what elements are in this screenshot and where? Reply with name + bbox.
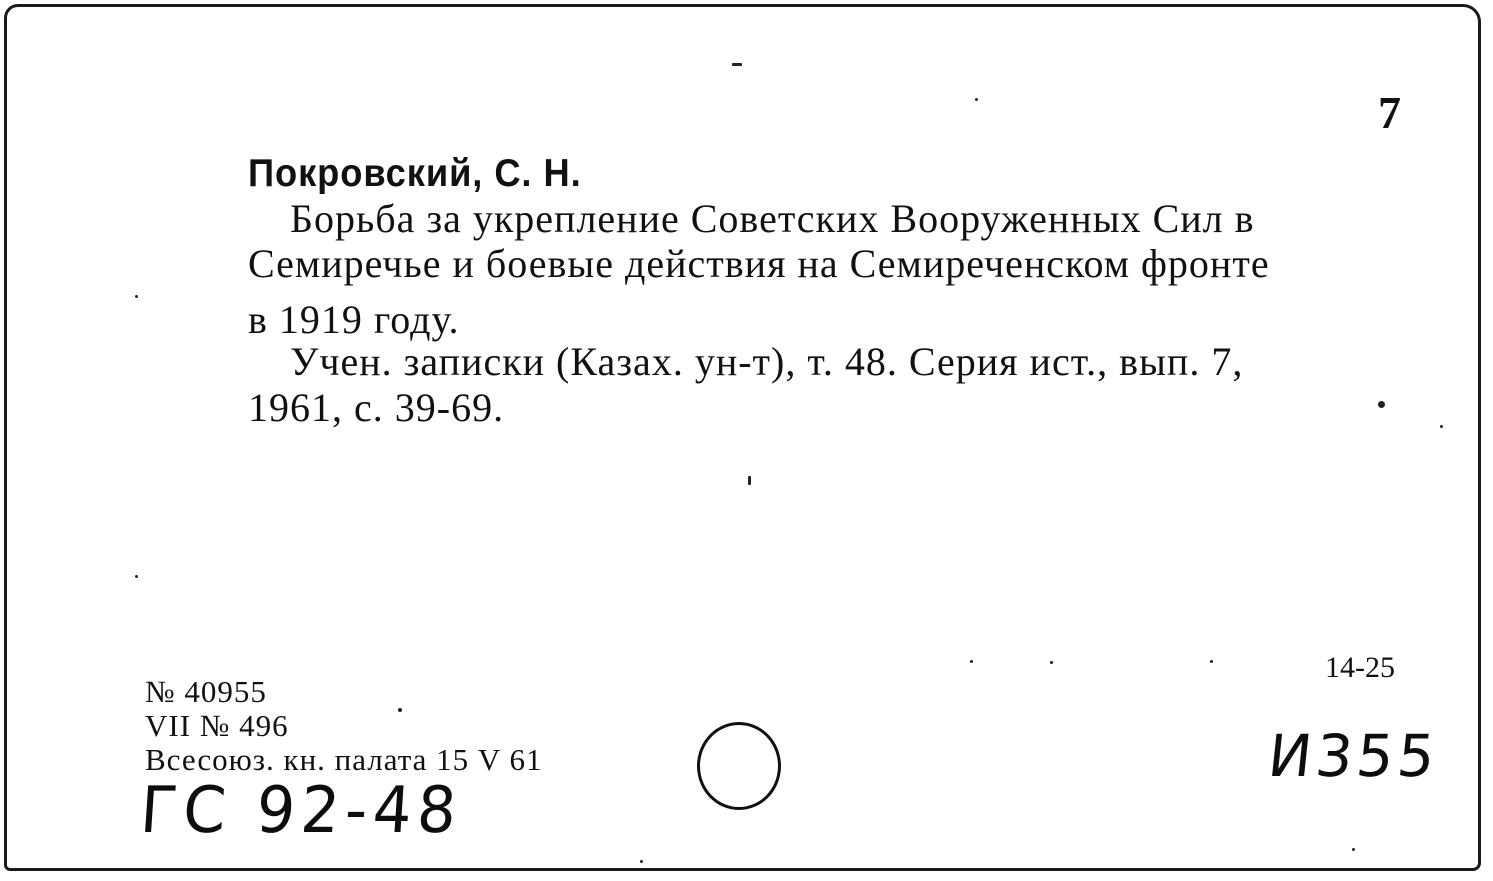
registry-number: № 40955 bbox=[145, 674, 267, 709]
scan-speck bbox=[1210, 660, 1213, 663]
registry-chamber: Всесоюз. кн. палата 15 V 61 bbox=[145, 742, 543, 777]
scan-speck bbox=[135, 295, 138, 298]
scan-speck bbox=[398, 708, 402, 712]
registry-volume: VII № 496 bbox=[145, 708, 289, 743]
card-number: 7 bbox=[1378, 87, 1402, 138]
scan-speck bbox=[748, 476, 751, 485]
scan-speck bbox=[1050, 661, 1053, 664]
title-line-1: Борьба за укрепление Советских Вооруженных Сил в bbox=[290, 196, 1255, 241]
source-line-1: Учен. записки (Казах. ун-т), т. 48. Серия ист., вып. 7, bbox=[290, 339, 1244, 384]
scan-speck bbox=[970, 660, 973, 663]
scan-speck bbox=[1378, 401, 1385, 408]
handwritten-call-number: ГС 92-48 bbox=[138, 774, 465, 848]
title-line-2: Семиречье и боевые действия на Семиреченском фронте bbox=[248, 241, 1270, 286]
scan-speck bbox=[1352, 848, 1355, 851]
scan-speck bbox=[975, 98, 978, 101]
scan-speck bbox=[732, 63, 742, 66]
price-code: 14-25 bbox=[1325, 651, 1395, 684]
scan-speck bbox=[640, 860, 643, 863]
author-name: Покровский, С. Н. bbox=[248, 152, 582, 195]
stamp-circle bbox=[697, 722, 781, 810]
handwritten-inventory-mark: И355 bbox=[1264, 722, 1443, 790]
source-line-2: 1961, с. 39-69. bbox=[248, 385, 505, 430]
scan-speck bbox=[1440, 425, 1443, 428]
title-line-3: в 1919 году. bbox=[248, 297, 460, 342]
scan-speck bbox=[135, 575, 138, 578]
